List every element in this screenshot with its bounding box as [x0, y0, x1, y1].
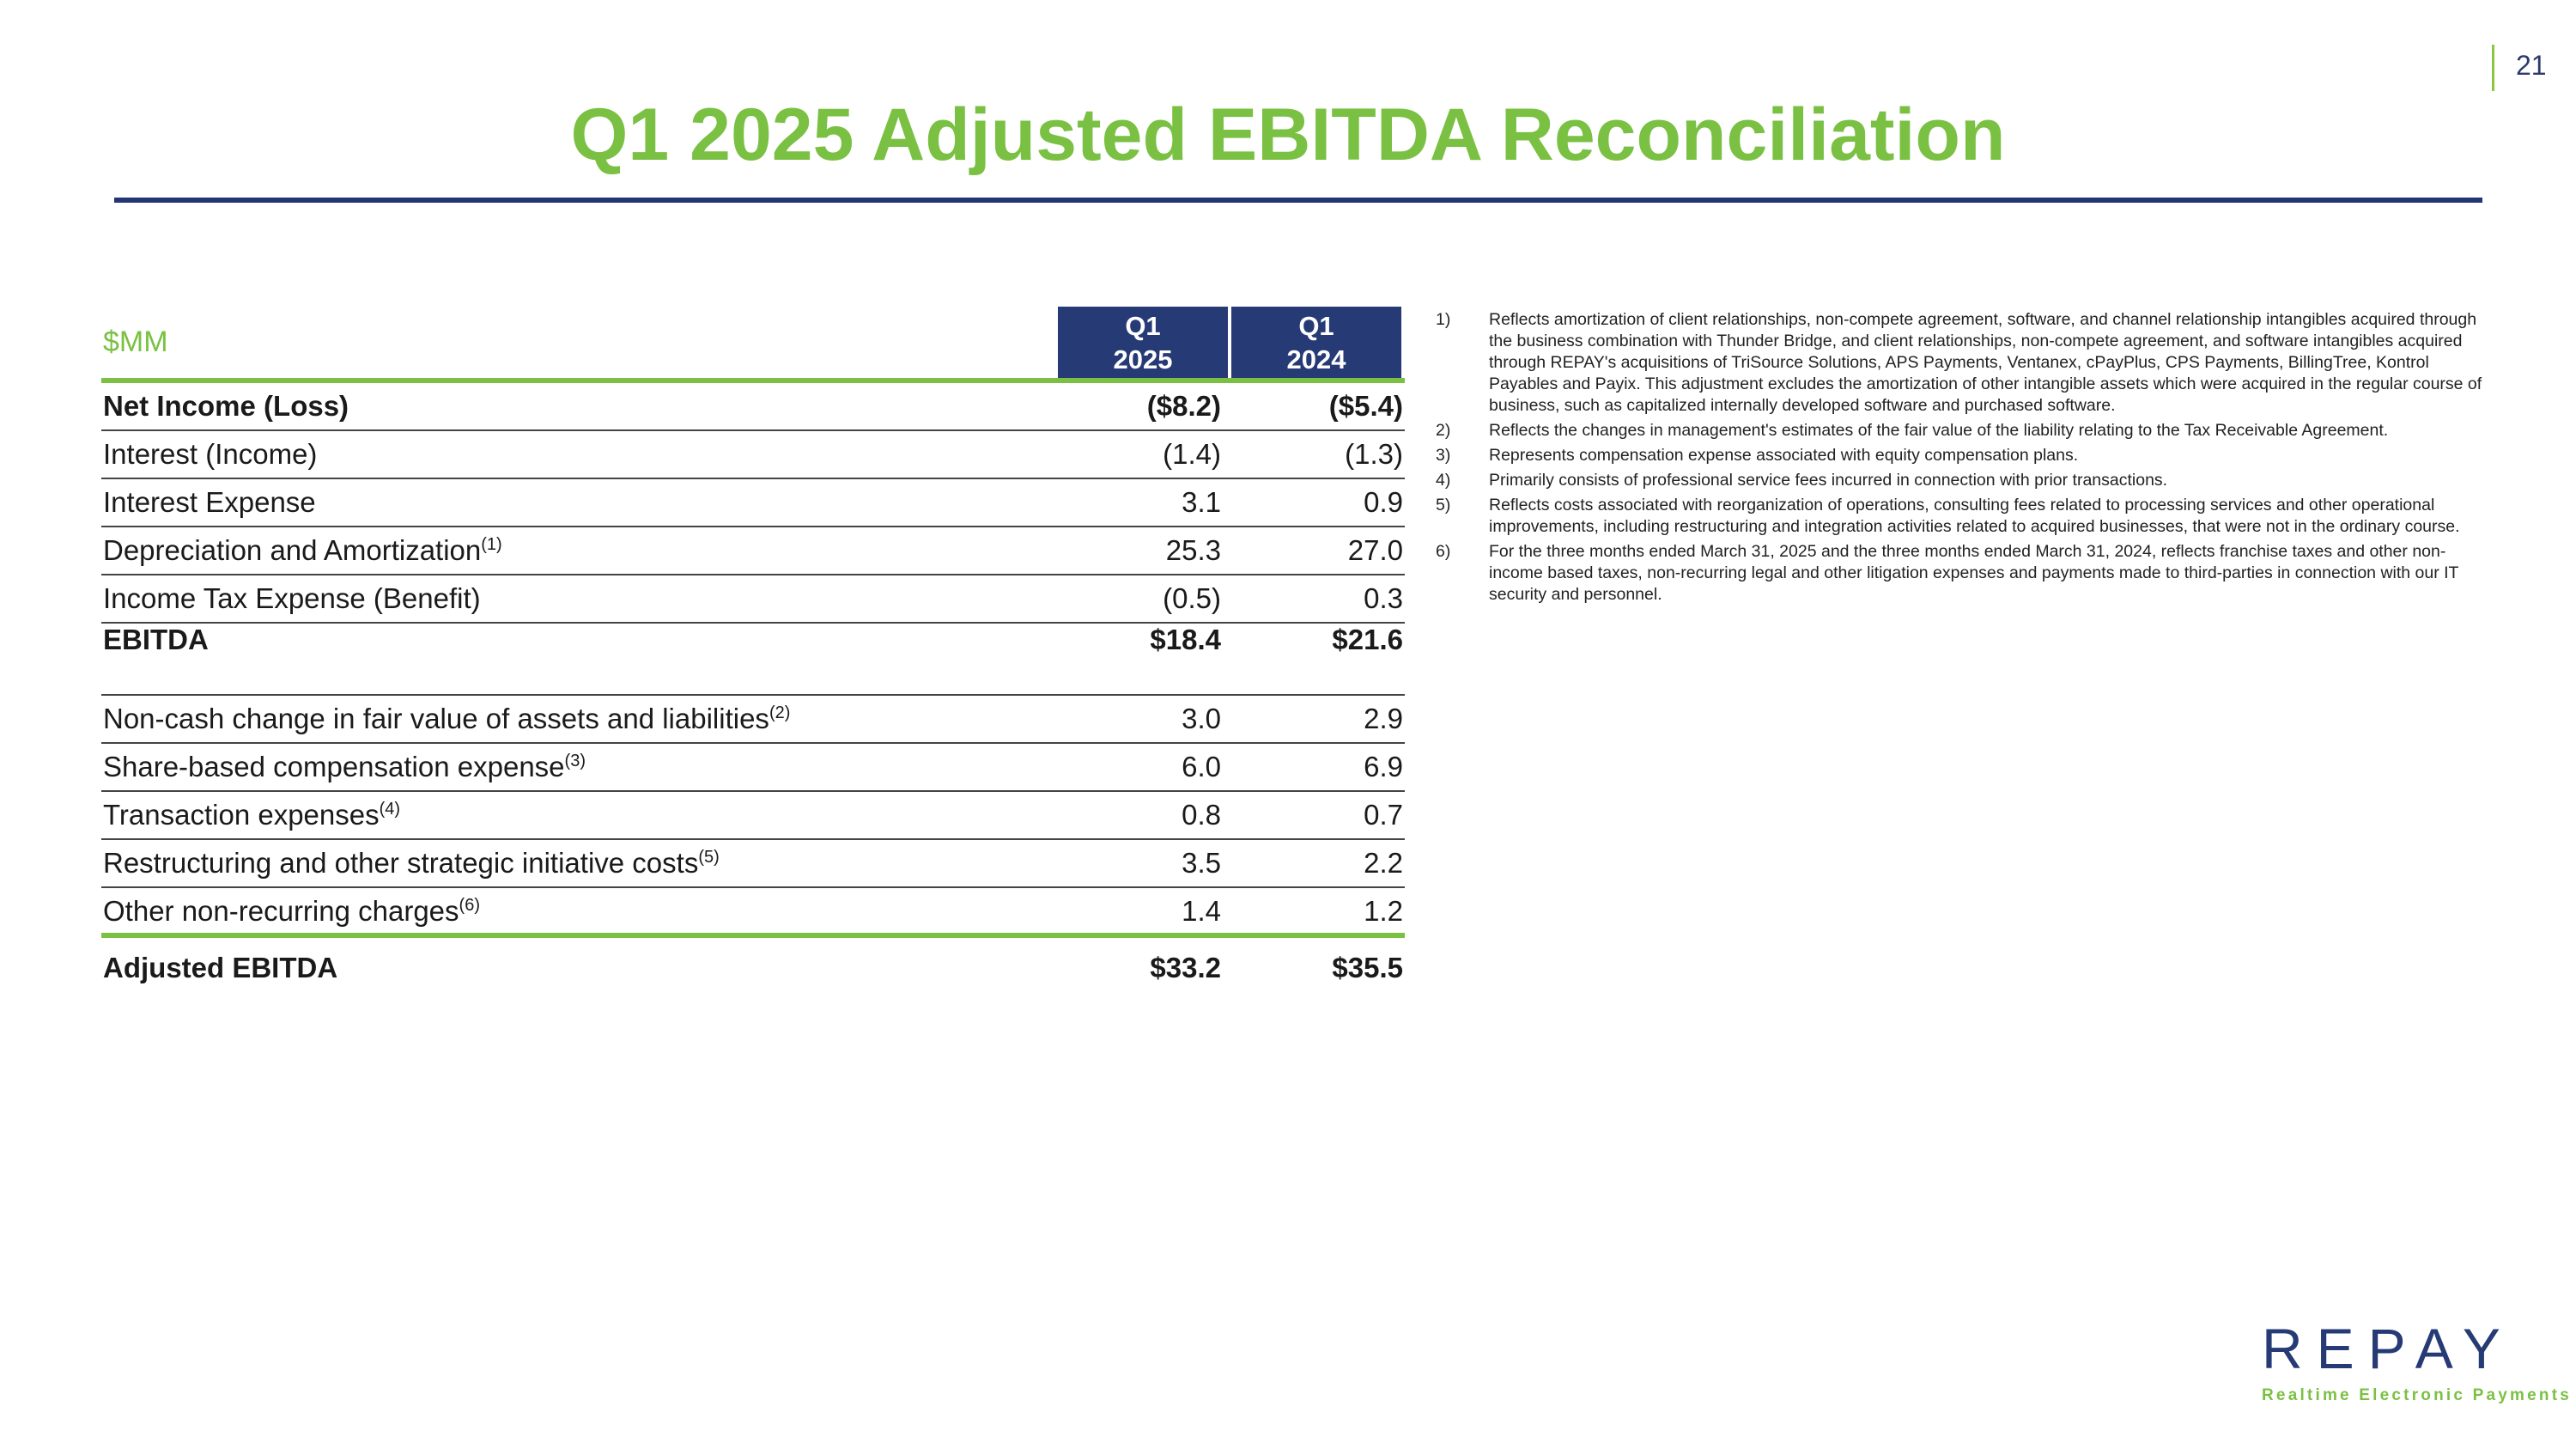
footnote-ref: (6) — [459, 896, 480, 915]
row-label: EBITDA — [103, 624, 209, 655]
row-label: Restructuring and other strategic initiative costs$^{(5)}$ — [103, 847, 720, 879]
footnote-number: 1) — [1436, 310, 1451, 329]
table-row — [101, 840, 1405, 888]
footnote-ref: (2) — [769, 703, 791, 722]
column-header-q1-2025 — [1058, 307, 1228, 378]
value-q1-2024: $35.5 — [1332, 952, 1403, 983]
value-q1-2024: ($5.4) — [1328, 390, 1403, 422]
value-q1-2024: 2.9 — [1364, 703, 1403, 734]
value-q1-2025: 25.3 — [1165, 534, 1221, 566]
value-q1-2024: 0.9 — [1364, 486, 1403, 518]
table-row — [101, 744, 1405, 792]
footnote-ref: (3) — [564, 752, 586, 770]
table-row — [101, 383, 1405, 431]
value-q1-2025: 3.1 — [1182, 486, 1221, 518]
repay-logo — [2262, 1317, 2572, 1409]
logo-tagline: Realtime Electronic Payments — [2262, 1386, 2572, 1404]
row-label: Interest (Income) — [103, 438, 318, 470]
footnote-text: For the three months ended March 31, 2025 and the three months ended March 31, 2024, reflects franchise taxes and other non-income based taxes, non-recurring legal and other litigation expenses and payments made to third-parties in connection with our IT security and personnel. — [1489, 542, 2459, 604]
table-row — [101, 888, 1405, 938]
table-row — [101, 575, 1405, 624]
value-q1-2025: 3.0 — [1182, 703, 1221, 734]
footnote-text: Reflects the changes in management's estimates of the fair value of the liability relating to the Tax Receivable Agreement. — [1489, 421, 2389, 440]
footnote — [1436, 470, 2485, 491]
value-q1-2024: 6.9 — [1364, 751, 1403, 782]
page-number: 21 — [2516, 50, 2547, 81]
value-q1-2024: (1.3) — [1345, 438, 1403, 470]
footnote — [1436, 541, 2485, 606]
row-label: Income Tax Expense (Benefit) — [103, 582, 481, 614]
column-header-period: Q1 — [1298, 311, 1334, 341]
value-q1-2024: 2.2 — [1364, 847, 1403, 879]
table-row-ebitda — [101, 624, 1405, 696]
value-q1-2024: 0.7 — [1364, 799, 1403, 831]
footnote-ref: (5) — [698, 848, 720, 867]
row-label: Other non-recurring charges$^{(6)}$ — [103, 895, 480, 927]
page-number-divider — [2492, 45, 2494, 91]
value-q1-2025: 0.8 — [1182, 799, 1221, 831]
value-q1-2024: 27.0 — [1347, 534, 1403, 566]
table-header — [101, 307, 1405, 380]
value-q1-2025: $18.4 — [1150, 624, 1221, 655]
footnote — [1436, 495, 2485, 538]
row-label: Transaction expenses$^{(4)}$ — [103, 799, 401, 831]
value-q1-2025: ($8.2) — [1146, 390, 1221, 422]
value-q1-2024: $21.6 — [1332, 624, 1403, 655]
footnote-number: 5) — [1436, 496, 1451, 514]
footnotes-list — [1436, 309, 2485, 609]
value-q1-2025: (0.5) — [1163, 582, 1221, 614]
footnote-number: 3) — [1436, 446, 1451, 465]
row-label: Depreciation and Amortization$^{(1)}$ — [103, 534, 502, 566]
column-header-q1-2024 — [1231, 307, 1401, 378]
row-label: Adjusted EBITDA — [103, 952, 338, 983]
value-q1-2025: 1.4 — [1182, 895, 1221, 927]
row-label: Non-cash change in fair value of assets and liabilities$^{(2)}$ — [103, 703, 791, 734]
footnote — [1436, 309, 2485, 417]
footnote — [1436, 420, 2485, 441]
page-title: Q1 2025 Adjusted EBITDA Reconciliation — [570, 94, 2006, 176]
column-header-year: 2024 — [1286, 344, 1346, 374]
footnote-text: Primarily consists of professional service fees incurred in connection with prior transactions. — [1489, 471, 2168, 490]
units-label: $MM — [103, 326, 168, 358]
table-row — [101, 527, 1405, 575]
table-row — [101, 792, 1405, 840]
row-label: Share-based compensation expense$^{(3)}$ — [103, 751, 586, 782]
row-label: Interest Expense — [103, 486, 316, 518]
footnote — [1436, 445, 2485, 466]
value-q1-2025: 3.5 — [1182, 847, 1221, 879]
value-q1-2025: 6.0 — [1182, 751, 1221, 782]
column-header-year: 2025 — [1113, 344, 1173, 374]
footnote-text: Represents compensation expense associated with equity compensation plans. — [1489, 446, 2079, 465]
value-q1-2025: (1.4) — [1163, 438, 1221, 470]
logo-wordmark: REPAY — [2262, 1317, 2514, 1380]
value-q1-2025: $33.2 — [1150, 952, 1221, 983]
column-header-period: Q1 — [1125, 311, 1161, 341]
reconciliation-table — [101, 307, 1405, 998]
footnote-text: Reflects costs associated with reorganization of operations, consulting fees related to processing services and other operational improvements, including restructuring and integration activities related to acquired businesses, that were not in the ordinary course. — [1489, 496, 2460, 536]
table-row-adjusted-ebitda — [101, 938, 1405, 998]
footnote-ref: (4) — [379, 800, 401, 819]
value-q1-2024: 0.3 — [1364, 582, 1403, 614]
table-row — [101, 479, 1405, 527]
table-row — [101, 431, 1405, 479]
value-q1-2024: 1.2 — [1364, 895, 1403, 927]
footnote-ref: (1) — [481, 535, 502, 554]
footnote-number: 4) — [1436, 471, 1451, 490]
footnote-number: 6) — [1436, 542, 1451, 561]
title-divider — [114, 198, 2482, 203]
table-row — [101, 696, 1405, 744]
footnote-text: Reflects amortization of client relationships, non-compete agreement, software, and channel relationship intangibles acquired through the business combination with Thunder Bridge, and client relationships, non-compete agreement, and software intangibles acquired through REPAY's acquisitions of TriSource Solutions, APS Payments, Ventanex, cPayPlus, CPS Payments, BillingTree, Kontrol Payables and Payix. This adjustment excludes the amortization of other intangible assets which were acquired in the regular course of business, such as capitalized internally developed software and purchased software. — [1489, 310, 2482, 415]
row-label: Net Income (Loss) — [103, 390, 349, 422]
footnote-number: 2) — [1436, 421, 1451, 440]
